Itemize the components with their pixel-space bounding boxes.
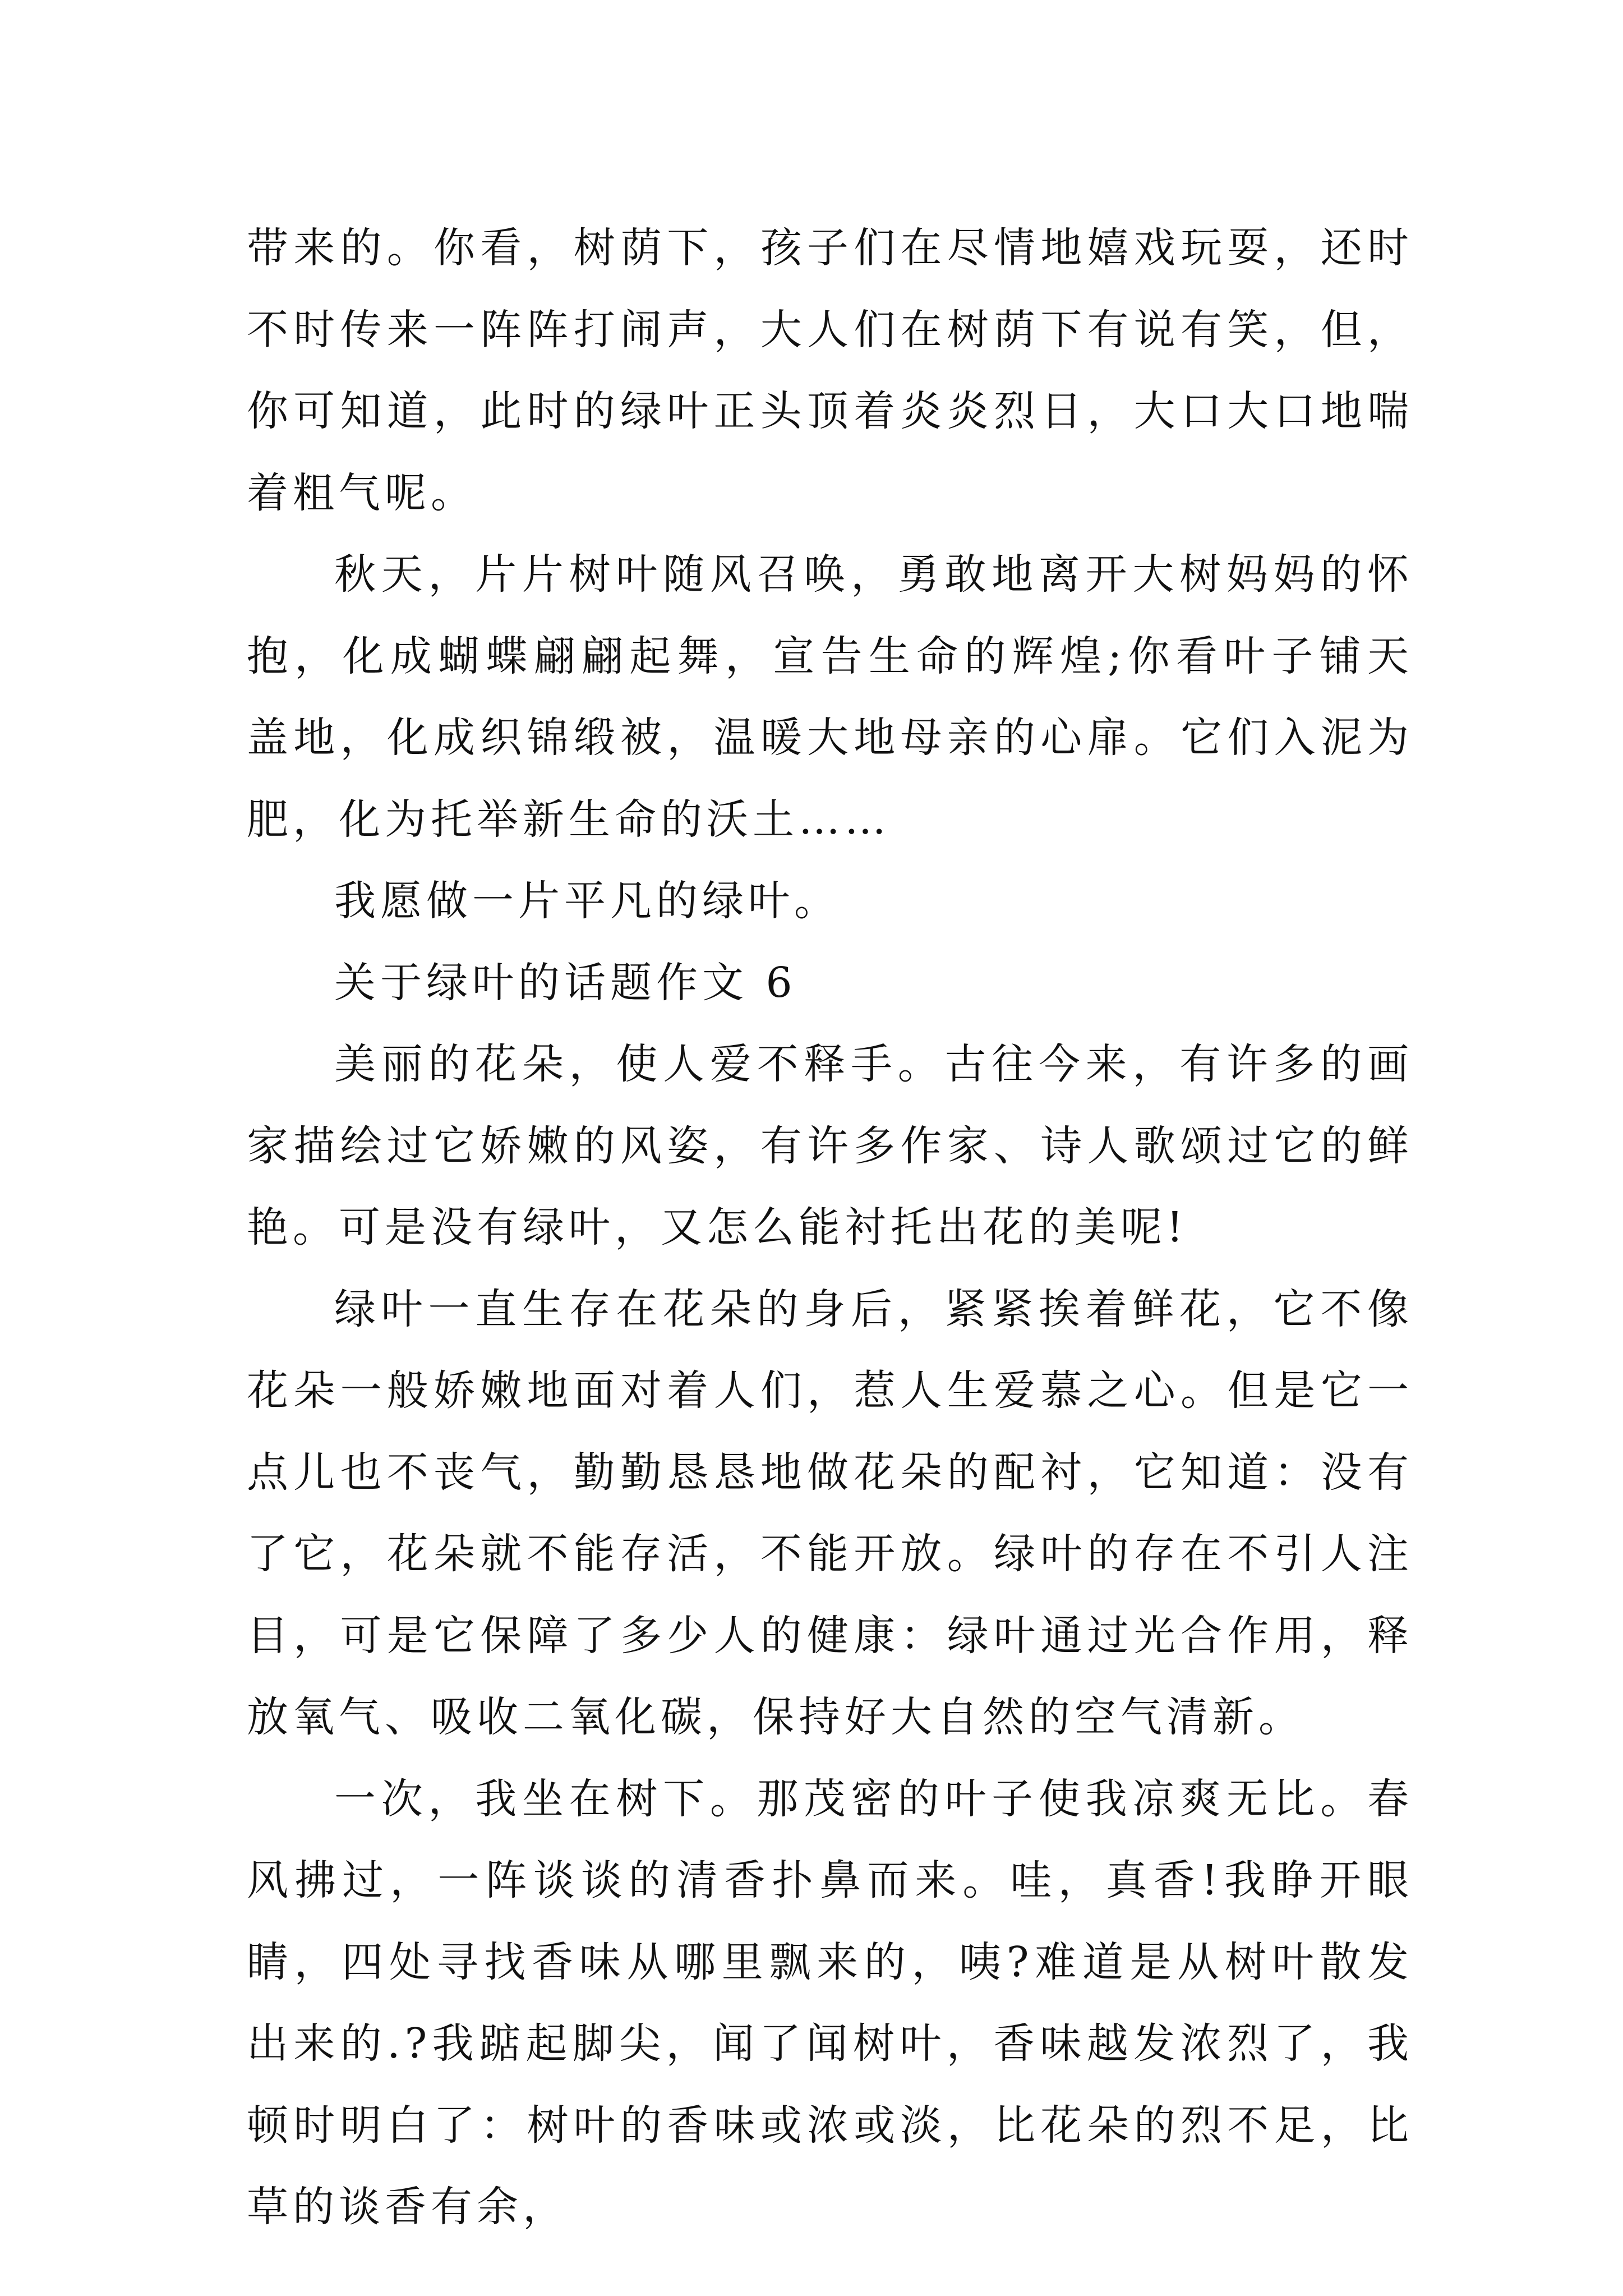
paragraph: 秋天，片片树叶随风召唤，勇敢地离开大树妈妈的怀抱，化成蝴蝶翩翩起舞，宣告生命的辉煌;你看叶子铺天盖地，化成织锦缎被，温暖大地母亲的心扉。它们入泥为肥，化为托举新生命的沃土…… — [247, 550, 1413, 844]
document-body — [247, 208, 1413, 2248]
paragraph: 美丽的花朵，使人爱不释手。古往今来，有许多的画家描绘过它娇嫩的风姿，有许多作家、诗人歌颂过它的鲜艳。可是没有绿叶，又怎么能衬托出花的美呢! — [247, 1040, 1413, 1251]
section-heading: 关于绿叶的话题作文 6 — [334, 958, 797, 1007]
paragraph: 一次，我坐在树下。那茂密的叶子使我凉爽无比。春风拂过，一阵谈谈的清香扑鼻而来。哇，真香!我睁开眼睛，四处寻找香味从哪里飘来的，咦?难道是从树叶散发出来的.?我踮起脚尖，闻了闻树叶，香味越发浓烈了，我顿时明白了：树叶的香味或浓或淡，比花朵的烈不足，比草的谈香有余， — [247, 1774, 1413, 2231]
paragraph: 我愿做一片平凡的绿叶。 — [334, 877, 840, 925]
paragraph: 带来的。你看，树荫下，孩子们在尽情地嬉戏玩耍，还时不时传来一阵阵打闹声，大人们在树荫下有说有笑，但，你可知道，此时的绿叶正头顶着炎炎烈日，大口大口地喘着粗气呢。 — [247, 224, 1413, 517]
paragraph: 绿叶一直生存在花朵的身后，紧紧挨着鲜花，它不像花朵一般娇嫩地面对着人们，惹人生爱慕之心。但是它一点儿也不丧气，勤勤恳恳地做花朵的配衬，它知道：没有了它，花朵就不能存活，不能开放。绿叶的存在不引人注目，可是它保障了多少人的健康：绿叶通过光合作用，释放氧气、吸收二氧化碳，保持好大自然的空气清新。 — [247, 1285, 1413, 1741]
